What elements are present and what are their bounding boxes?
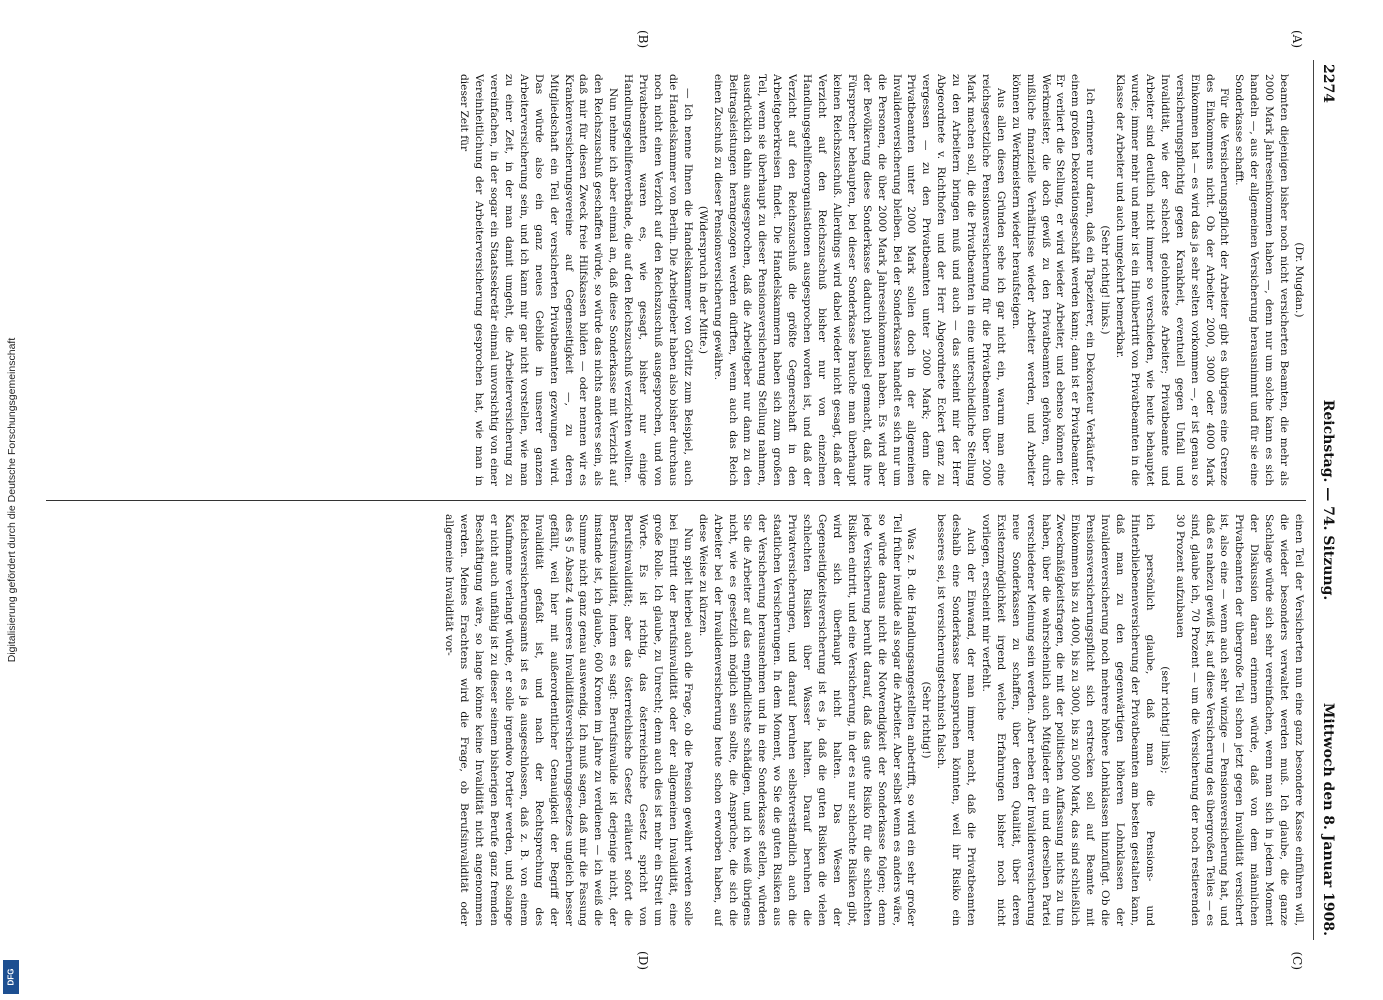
paragraph: Aus allen diesen Gründen sehe ich gar nicht ein, warum man eine reichsgesetzliche Pensionsversicherung für die Privatbeamten über 2000 Mark machen soll, die die Privatbeamten in eine unterschiedliche Stellung zu den Arbeitern bringen muß und auch — das scheint mir der Herr Abgeordnete v. Richthofen und der Herr Abgeordnete Eckert ganz zu vergessen — zu den Privatbeamten unter 2000 Mark; denn die Privatbeamten unter 2000 Mark sollen doch in der allgemeinen Invalidenversicherung bleiben. Bei der Sonderkasse handelt es sich nur um die Personen, die über 2000 Mark Jahreseinkommen haben. Es wird aber der Bevölkerung diese Sonderkasse dadurch plausibel gemacht, daß ihre Fürsprecher behaupten, bei dieser Sonderkasse brauche man überhaupt keinen Reichszuschuß. Allerdings wird dabei wieder nicht gesagt, daß der Verzicht auf den Reichszuschuß bisher nur von einzelnen Handlungsgehilfenorganisationen ausgesprochen worden ist, und daß der Verzicht auf den Reichszuschuß die größte Gegnerschaft in den Arbeitgeberkreisen findet. Die Handelskammern haben sich zum großen Teil, wenn sie überhaupt zu dieser Pensionsversicherung Stellung nahmen, ausdrücklich dahin ausgesprochen, daß die Arbeitgeber nur dann zu den Beitragsleistungen herangezogen werden dürften, wenn auch das Reich einen Zuschuß zu dieser Pensionsversicherung gewähre. [711, 74, 1007, 486]
paragraph: — Ich nenne Ihnen die Handelskammer von Görlitz zum Beispiel, auch die Handelskammer von Berlin. Die Arbeitgeber haben also bisher durchaus noch nicht einen Verzicht auf den Reichszuschuß ausgesprochen, und von Privatbeamten waren es, wie gesagt, bisher nur einige Handlungsgehilfenverbände, die auf den Reichszuschuß verzichten wollten. [622, 74, 694, 486]
page-date: Mittwoch den 8. Januar 1908. [1320, 702, 1336, 936]
right-column [46, 514, 1306, 926]
column-divider [46, 500, 1306, 501]
credit-text: Digitalisierung gefördert durch die Deutsche Forschungsgemeinschaft [6, 337, 18, 663]
margin-mark-d: (D) [636, 951, 650, 970]
margin-mark-c: (C) [1290, 951, 1304, 970]
page-number: 2274 [1320, 64, 1336, 103]
paragraph: Nun spielt hierbei auch die Frage, ob die Pension gewährt werden solle bei Eintritt der Berufsinvalidität oder der allgemeinen Invalidität, eine große Rolle. Ich glaube, zu Unrecht; denn auch dies ist mehr ein Streit um Worte. Es ist richtig, das österreichische Gesetz spricht von Berufsinvalidität; aber das österreichische Gesetz erläutert sofort die Berufsinvalidität, indem es sagt: Berufsinvalide ist derjenige nicht, der imstande ist, ich glaube, 600 Kronen im Jahre zu verdienen — ich weiß die Summe nicht ganz genau auswendig. Ich muß sagen, daß mir die Fassung des § 5 Absatz 4 unseres Invaliditätsversicherungsgesetzes ungleich besser gefällt, weil hier mit außerordentlicher Genauigkeit der Begriff der Invalidität gefaßt ist, und nach der Rechtsprechung des Reichsversicherungsamts ist es ja ausgeschlossen, daß z. B. von einem Kaufmanne verlangt würde, er solle irgendwo Portier werden, und solange er nicht auch unfähig ist zu dieser seinem bisherigen Berufe ganz fremden Beschäftigung wäre, so lange könne keine Invalidität nicht angenommen werden. Meines Erachtens wird die Frage, ob Berufsinvalidität oder allgemeine Invalidität vor- [443, 514, 694, 926]
speaker-label: (Dr. Mugdan.) [1293, 242, 1305, 318]
paragraph: Nun nehme ich aber einmal an, daß diese Sonderkasse mit Verzicht auf den Reichszuschuß geschaffen würde, so würde das nichts anderes sein, als daß mir für diesen Zweck freie Hilfskassen bilden — oder nennen wir es Krankenversicherungsvereine auf Gegenseitigkeit —, zu deren Mitgliedschaft ein Teil der versicherten Privatbeamten gezwungen wird. Das würde also ein ganz neues Gebilde in unserer ganzen Arbeiterversicherung sein, und ich kann mir gar nicht vorstellen, wie man zu einer Zeit, in der man damit umgeht, die Arbeiterversicherung zu vereinfachen, in der sogar ein Staatssekretär einmal unvorsichtig von einer Vereinheitlichung der Arbeiterversicherung gesprochen hat, wie man in dieser Zeit für [458, 74, 620, 486]
interjection: (Widerspruch in der Mitte.) [696, 205, 709, 355]
interjection: (Sehr richtig! links.) [1099, 225, 1112, 335]
paragraph: Für die Versicherungspflicht der Arbeiter gibt es übrigens eine Grenze des Einkommens nicht. Ob der Arbeiter 2000, 3000 oder 4000 Mark Einkommen hat — es wird das ja sehr selten vorkommen —, er ist genau so versicherungspflichtig gegen Krankheit, eventuell gegen Unfall und Invalidität, wie der schlecht gelohnteste Arbeiter; Privatbeamte und Arbeiter sind deutlich nicht immer so verschieden, wie heute behauptet wurde; immer mehr und mehr ist ein Hinübertritt von Privatbeamten in die Klasse der Arbeiter und auch umgekehrt bemerkbar. [1114, 74, 1231, 486]
left-column [46, 74, 1306, 486]
page-header [1313, 60, 1340, 940]
paragraph: Auch der Einwand, der man immer macht, daß die Privatbeamten deshalb eine Sonderkasse beanspruchen könnten, weil ihr Risiko ein besseres sei, ist versicherungstechnisch falsch. [935, 514, 978, 926]
page-title: Reichstag. — 74. Sitzung. [1320, 399, 1336, 601]
document-page [40, 30, 1340, 970]
interjection: (Sehr richtig!) [920, 681, 933, 759]
margin-mark-a: (A) [1290, 30, 1304, 49]
margin-mark-b: (B) [636, 30, 650, 49]
paragraph: beamten diejenigen bisher noch nicht versicherten Beamten, die mehr als 2000 Mark Jahreseinkommen haben —, denn nur um solche kann es sich handeln —, aus der allgemeinen Versicherung herausnimmt und für sie eine Sonderkasse schafft. [1233, 74, 1291, 486]
paragraph: ich persönlich glaube, daß man die Pensions- und Hinterbliebenenversicherung der Privatbeamten am besten gestalten kann, daß man zu den gegenwärtigen höheren Lohnklassen der Invalidenversicherung noch mehrere höhere Lohnklassen hinzufügt. Ob die Pensionsversicherungspflicht sich erstrecken soll auf Beamte mit Einkommen bis zu 4000, bis zu 3000, bis zu 5000 Mark, das sind schließlich Zweckmäßigkeitsfragen, die mit der politischen Auffassung nichts zu tun haben, über die wahrscheinlich auch Mitglieder ein und derselben Partei verschiedener Meinung sein werden. Aber neben der Invalidenversicherung neue Sonderkassen zu schaffen, über deren Qualität, über deren Existenzmöglichkeit irgend welche Erfahrungen bisher noch nicht vorliegen, erscheint mir verfehlt. [979, 514, 1156, 926]
scanned-page-area [40, 30, 1340, 970]
interjection: (sehr richtig! links); [1158, 666, 1171, 774]
paragraph: einen Teil der Versicherten nun eine ganz besondere Kasse einführen will, die wieder besonders verwaltet werden muß. Ich glaube, die ganze Sachlage würde sich sehr vereinfachen, wenn man sich in jedem Moment der Diskussion daran erinnern würde, daß von dem männlichen Privatbeamten der übergroße Teil schon jetzt gegen Invalidität versichert ist, also eine — wenn auch sehr winzige — Pensionsversicherung hat, und daß es nahezu gewiß ist, auf diese Versicherung des übergroßen Teiles — es sind, glaube ich, 70 Prozent — um die Versicherung der noch restierenden 30 Prozent aufzubauen [1173, 514, 1305, 926]
paragraph: Was z. B. die Handlungsangestellten anbetrifft, so wird ein sehr großer Teil früher invalide als sogar die Arbeiter. Aber selbst wenn es anders wäre, so würde daraus nicht die Notwendigkeit der Sonderkasse folgen; denn jede Versicherung beruht darauf, daß das gute Risiko für die schlechten Risiken eintritt, und eine Versicherung, in der es nur schlechte Risiken gibt, wird sich überhaupt nicht halten. Das Wesen der Gegenseitigkeitsversicherung ist es ja, daß die guten Risiken die vielen schlechten Risiken über Wasser halten. Darauf beruhen die Privatversicherungen, und darauf beruhen selbstverständlich auch die staatlichen Versicherungen. In dem Moment, wo Sie die guten Risiken aus der Versicherung herausnehmen und in eine Sonderkasse stellen, würden Sie die Arbeiter auf das empfindlichste schädigen, und ich weiß übrigens nicht, wie es gesetzlich möglich sein sollte, die Ansprüche, die sich die Arbeiter bei der Invalidenversicherung heute schon erworben haben, auf diese Weise zu kürzen. [696, 514, 918, 926]
digitization-credit [2, 0, 22, 1000]
paragraph: Ich erinnere nur daran, daß ein Tapezierer, ein Dekorateur Verkäufer in einem großen Dekorationsgeschäft werden kann; dann ist er Privatbeamter. Er verliert die Stellung, er wird wieder Arbeiter, und ebenso können die Werkmeister, die doch gewiß zu den Privatbeamten gehören, durch mißliche finanzielle Verhältnisse wieder Arbeiter werden, und Arbeiter können zu Werkmeistern wieder heraufsteigen. [1009, 74, 1097, 486]
dfg-logo: DFG [3, 960, 19, 994]
